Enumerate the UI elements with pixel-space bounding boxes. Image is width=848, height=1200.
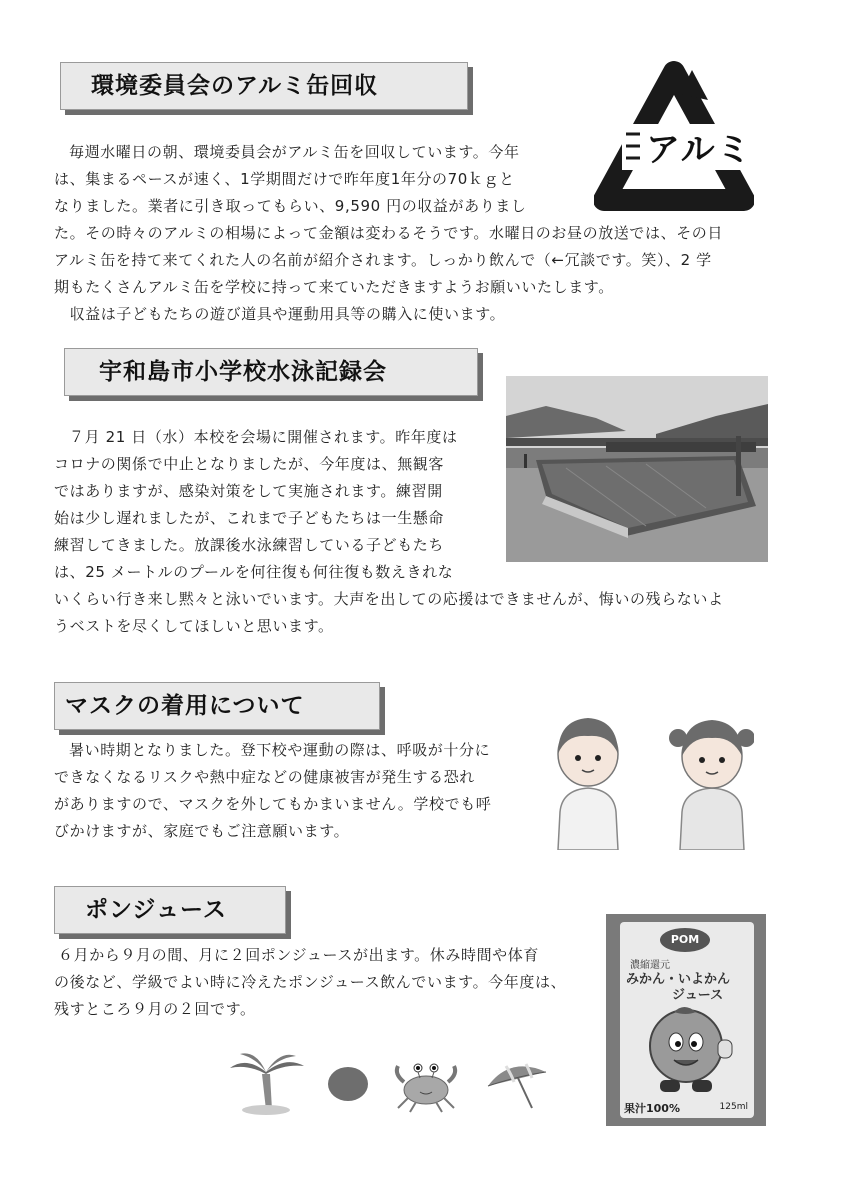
juice-title: ポンジュース xyxy=(85,897,227,923)
juice-carton-photo xyxy=(606,914,766,1126)
mask-line-2: できなくなるリスクや熱中症などの健康被害が発生する恐れ xyxy=(54,768,475,786)
juice-line-1: ６月から９月の間、月に２回ポンジュースが出ます。休み時間や体育 xyxy=(58,946,539,964)
mask-title: マスクの着用について xyxy=(65,693,305,719)
aluminum-line-6: 期もたくさんアルミ缶を学校に持って来ていただきますようお願いいたします。 xyxy=(54,278,614,296)
aluminum-line-5: アルミ缶を持て来てくれた人の名前が紹介されます。しっかり飲んで（←冗談です。笑）、2 学 xyxy=(54,251,712,269)
orange-mascot-icon xyxy=(634,1000,744,1096)
aluminum-logo-text: アルミ xyxy=(646,130,753,170)
swimming-line-4: 始は少し遅れましたが、これまで子どもたちは一生懸命 xyxy=(54,509,445,527)
crab-icon xyxy=(397,1064,455,1112)
palm-tree-icon xyxy=(230,1053,304,1115)
juice-body xyxy=(54,942,614,1023)
aluminum-title: 環境委員会のアルミ缶回収 xyxy=(91,73,379,99)
mask-heading xyxy=(54,682,380,730)
aluminum-line-2: は、集まるペースが速く、1学期間だけで昨年度1年分の70ｋｇと xyxy=(54,170,515,188)
juice-heading xyxy=(54,886,286,934)
swimming-title: 宇和島市小学校水泳記録会 xyxy=(99,359,387,385)
boy-icon xyxy=(558,718,618,850)
swimming-line-7: いくらい行き来し黙々と泳いでいます。大声を出しての応援はできませんが、悔いの残らないよ xyxy=(54,590,724,608)
carton-fruit-pct: 果汁100% xyxy=(624,1102,680,1115)
carton-line1: 濃縮還元 xyxy=(630,960,670,971)
children-illustration xyxy=(554,708,754,850)
pom-logo-text: POM xyxy=(670,933,700,946)
mask-line-1: 暑い時期となりました。登下校や運動の際は、呼吸が十分に xyxy=(69,741,491,759)
carton-volume: 125ml xyxy=(719,1102,748,1112)
aluminum-line-1: 毎週水曜日の朝、環境委員会がアルミ缶を回収しています。今年 xyxy=(69,143,520,161)
juice-carton xyxy=(620,922,754,1118)
ball-icon xyxy=(328,1067,368,1101)
swimming-line-8: うベストを尽くしてほしいと思います。 xyxy=(54,617,334,635)
aluminum-line-4: た。その時々のアルミの相場によって金額は変わるそうです。水曜日のお昼の放送では、その日 xyxy=(54,224,724,242)
mask-line-3: がありますので、マスクを外してもかまいません。学校でも呼 xyxy=(54,795,492,813)
pom-logo xyxy=(660,928,710,952)
swimming-line-2: コロナの関係で中止となりましたが、今年度は、無観客 xyxy=(54,455,445,473)
mask-body xyxy=(54,737,554,845)
aluminum-heading xyxy=(60,62,468,110)
aluminum-body xyxy=(54,139,794,328)
carton-line3: ジュース xyxy=(672,988,724,1003)
carton-line2: みかん・いよかん xyxy=(626,972,731,987)
aluminum-line-3: なりました。業者に引き取ってもらい、9,590 円の収益がありまし xyxy=(54,197,527,215)
swimming-line-3: ではありますが、感染対策をして実施されます。練習開 xyxy=(54,482,443,500)
juice-line-2: の後など、学級でよい時に冷えたポンジュース飲んでいます。今年度は、 xyxy=(54,973,567,991)
beach-umbrella-icon xyxy=(488,1064,546,1108)
summer-decorations xyxy=(226,1052,556,1116)
swimming-heading xyxy=(64,348,478,396)
juice-line-3: 残すところ９月の２回です。 xyxy=(54,1000,256,1018)
swimming-line-6: は、25 メートルのプールを何往復も何往復も数えきれな xyxy=(54,563,454,581)
swimming-line-5: 練習してきました。放課後水泳練習している子どもたち xyxy=(54,536,445,554)
swimming-line-1: ７月 21 日（水）本校を会場に開催されます。昨年度は xyxy=(69,428,458,446)
mask-line-4: びかけますが、家庭でもご注意願います。 xyxy=(54,822,350,840)
aluminum-line-7: 収益は子どもたちの遊び道具や運動用具等の購入に使います。 xyxy=(54,305,506,323)
girl-icon xyxy=(669,720,754,850)
swimming-body xyxy=(54,424,794,640)
